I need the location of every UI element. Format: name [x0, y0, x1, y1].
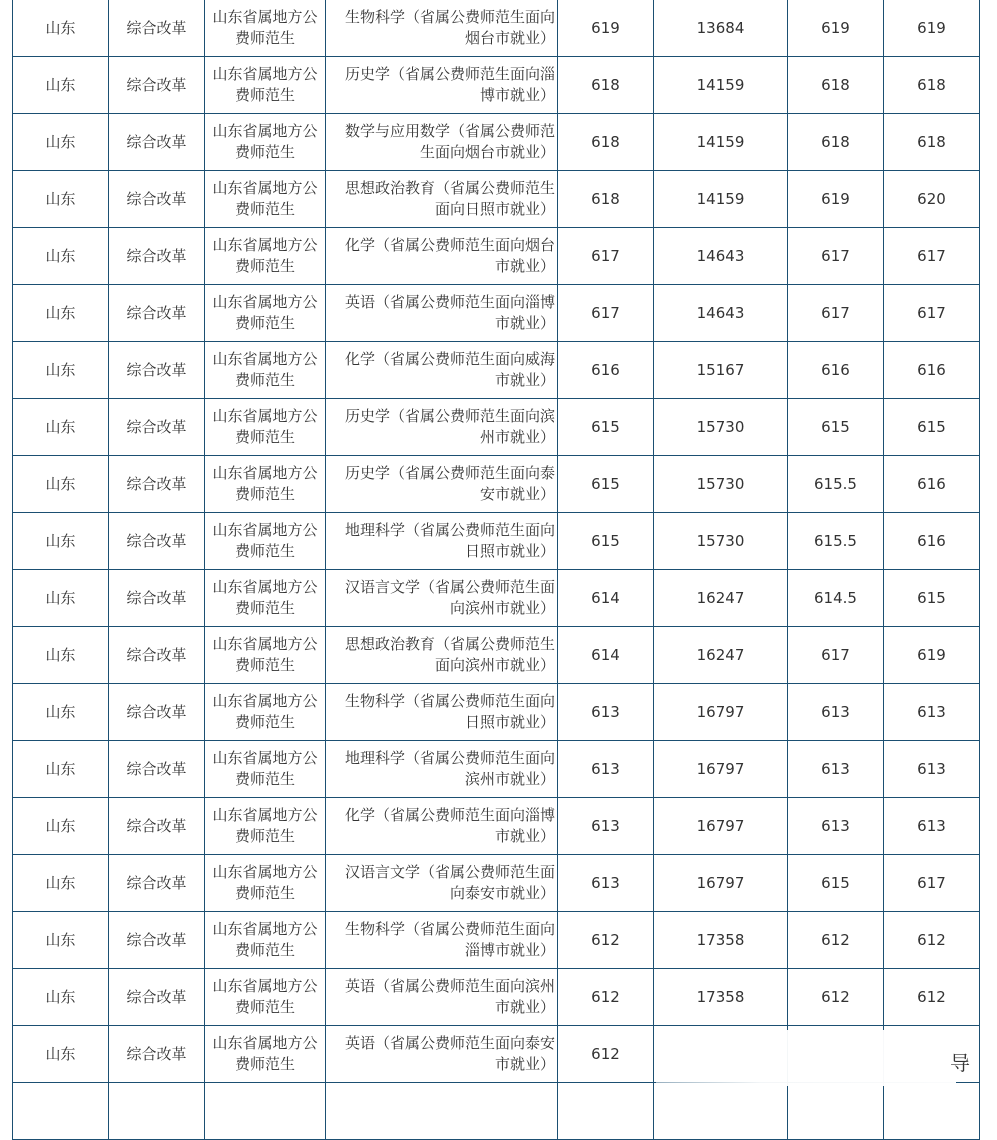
cell-province: 山东 — [13, 855, 109, 912]
cell-province: 山东 — [13, 342, 109, 399]
cell-min-score: 617 — [558, 228, 654, 285]
cell-max — [884, 1083, 980, 1140]
cell-major — [326, 855, 558, 912]
cell-province: 山东 — [13, 114, 109, 171]
cell-province: 山东 — [13, 912, 109, 969]
table-row — [13, 0, 980, 57]
cell-batch: 山东省属地方公费师范生 — [205, 684, 326, 741]
cell-major — [326, 171, 558, 228]
bottom-fade-overlay — [656, 1030, 956, 1086]
table-row — [13, 684, 980, 741]
cell-rank: 16797 — [654, 684, 788, 741]
cell-batch: 山东省属地方公费师范生 — [205, 399, 326, 456]
cell-rank: 14643 — [654, 285, 788, 342]
cell-type: 综合改革 — [109, 570, 205, 627]
cell-max: 619 — [884, 627, 980, 684]
major-text: 生物科学（省属公费师范生面向日照市就业） — [344, 692, 555, 731]
cell-batch: 山东省属地方公费师范生 — [205, 513, 326, 570]
table-row — [13, 399, 980, 456]
cell-max: 616 — [884, 342, 980, 399]
cell-rank: 16797 — [654, 855, 788, 912]
major-text: 历史学（省属公费师范生面向淄博市就业） — [344, 65, 555, 104]
cell-rank: 16247 — [654, 627, 788, 684]
cell-avg: 618 — [788, 57, 884, 114]
major-text: 化学（省属公费师范生面向淄博市就业） — [344, 806, 555, 845]
cell-max: 619 — [884, 0, 980, 57]
cell-max: 616 — [884, 456, 980, 513]
cell-rank: 16797 — [654, 741, 788, 798]
cell-max: 616 — [884, 513, 980, 570]
cell-type: 综合改革 — [109, 741, 205, 798]
cell-min-score: 612 — [558, 969, 654, 1026]
cell-rank: 15730 — [654, 456, 788, 513]
cell-rank: 14643 — [654, 228, 788, 285]
cell-major — [326, 456, 558, 513]
table-row — [13, 798, 980, 855]
cell-major — [326, 0, 558, 57]
cell-max: 618 — [884, 57, 980, 114]
cell-min-score: 618 — [558, 57, 654, 114]
cell-province: 山东 — [13, 570, 109, 627]
cell-avg: 615.5 — [788, 513, 884, 570]
cell-province: 山东 — [13, 741, 109, 798]
major-text: 历史学（省属公费师范生面向滨州市就业） — [344, 407, 555, 446]
cell-rank — [654, 1083, 788, 1140]
cell-max: 613 — [884, 684, 980, 741]
cell-rank: 13684 — [654, 0, 788, 57]
guide-nav-label[interactable]: 导 — [950, 1051, 970, 1075]
cell-batch: 山东省属地方公费师范生 — [205, 969, 326, 1026]
cell-province: 山东 — [13, 171, 109, 228]
cell-batch: 山东省属地方公费师范生 — [205, 342, 326, 399]
cell-rank: 16247 — [654, 570, 788, 627]
cell-max: 615 — [884, 570, 980, 627]
cell-major — [326, 1026, 558, 1083]
cell-rank: 14159 — [654, 114, 788, 171]
cell-max: 618 — [884, 114, 980, 171]
cell-type: 综合改革 — [109, 798, 205, 855]
cell-type: 综合改革 — [109, 513, 205, 570]
cell-avg: 615 — [788, 399, 884, 456]
cell-avg: 619 — [788, 0, 884, 57]
cell-type: 综合改革 — [109, 855, 205, 912]
cell-major — [326, 57, 558, 114]
cell-batch: 山东省属地方公费师范生 — [205, 171, 326, 228]
cell-batch: 山东省属地方公费师范生 — [205, 798, 326, 855]
cell-min-score: 614 — [558, 627, 654, 684]
cell-batch: 山东省属地方公费师范生 — [205, 57, 326, 114]
cell-avg: 613 — [788, 798, 884, 855]
cell-province: 山东 — [13, 513, 109, 570]
cell-province: 山东 — [13, 0, 109, 57]
cell-type: 综合改革 — [109, 342, 205, 399]
cell-min-score: 613 — [558, 684, 654, 741]
table-row — [13, 627, 980, 684]
cell-type: 综合改革 — [109, 627, 205, 684]
cell-major — [326, 342, 558, 399]
cell-type: 综合改革 — [109, 0, 205, 57]
cell-type: 综合改革 — [109, 171, 205, 228]
cell-major — [326, 228, 558, 285]
cell-type: 综合改革 — [109, 456, 205, 513]
cell-province: 山东 — [13, 798, 109, 855]
cell-avg: 614.5 — [788, 570, 884, 627]
major-text: 生物科学（省属公费师范生面向淄博市就业） — [344, 920, 555, 959]
cell-major — [326, 513, 558, 570]
cell-min-score: 618 — [558, 171, 654, 228]
cell-min-score: 615 — [558, 399, 654, 456]
cell-min-score: 613 — [558, 855, 654, 912]
major-text: 英语（省属公费师范生面向滨州市就业） — [344, 977, 555, 1016]
cell-batch: 山东省属地方公费师范生 — [205, 570, 326, 627]
cell-batch — [205, 1083, 326, 1140]
cell-avg: 613 — [788, 684, 884, 741]
cell-avg — [788, 1083, 884, 1140]
cell-province: 山东 — [13, 1026, 109, 1083]
cell-max: 617 — [884, 285, 980, 342]
cell-min-score: 615 — [558, 456, 654, 513]
cell-rank: 17358 — [654, 969, 788, 1026]
cell-major — [326, 684, 558, 741]
table-row — [13, 912, 980, 969]
table-row — [13, 114, 980, 171]
major-text: 地理科学（省属公费师范生面向日照市就业） — [344, 521, 555, 560]
table-row — [13, 741, 980, 798]
cell-batch: 山东省属地方公费师范生 — [205, 285, 326, 342]
cell-max: 613 — [884, 741, 980, 798]
major-text: 思想政治教育（省属公费师范生面向滨州市就业） — [344, 635, 555, 674]
cell-rank: 15730 — [654, 399, 788, 456]
table-row — [13, 228, 980, 285]
cell-rank: 16797 — [654, 798, 788, 855]
cell-min-score: 613 — [558, 798, 654, 855]
major-text: 思想政治教育（省属公费师范生面向日照市就业） — [344, 179, 555, 218]
table-body — [13, 0, 980, 1140]
cell-major — [326, 912, 558, 969]
cell-rank: 15730 — [654, 513, 788, 570]
table-row — [13, 342, 980, 399]
cell-province: 山东 — [13, 969, 109, 1026]
cell-province: 山东 — [13, 627, 109, 684]
cell-avg: 615 — [788, 855, 884, 912]
cell-type — [109, 1083, 205, 1140]
cell-max: 613 — [884, 798, 980, 855]
cell-type: 综合改革 — [109, 285, 205, 342]
cell-type: 综合改革 — [109, 399, 205, 456]
cell-batch: 山东省属地方公费师范生 — [205, 1026, 326, 1083]
cell-avg: 618 — [788, 114, 884, 171]
cell-batch: 山东省属地方公费师范生 — [205, 627, 326, 684]
cell-avg: 615.5 — [788, 456, 884, 513]
major-text: 英语（省属公费师范生面向淄博市就业） — [344, 293, 555, 332]
cell-avg: 617 — [788, 228, 884, 285]
cell-major — [326, 798, 558, 855]
cell-min-score: 613 — [558, 741, 654, 798]
cell-type: 综合改革 — [109, 114, 205, 171]
table-row — [13, 1083, 980, 1140]
major-text: 汉语言文学（省属公费师范生面向泰安市就业） — [344, 863, 555, 902]
cell-max: 612 — [884, 912, 980, 969]
cell-batch: 山东省属地方公费师范生 — [205, 912, 326, 969]
cell-type: 综合改革 — [109, 1026, 205, 1083]
cell-avg: 617 — [788, 627, 884, 684]
cell-max: 620 — [884, 171, 980, 228]
cell-province: 山东 — [13, 456, 109, 513]
cell-min-score: 614 — [558, 570, 654, 627]
cell-min-score — [558, 1083, 654, 1140]
table-row — [13, 969, 980, 1026]
cell-batch: 山东省属地方公费师范生 — [205, 0, 326, 57]
cell-min-score: 618 — [558, 114, 654, 171]
cell-min-score: 617 — [558, 285, 654, 342]
major-text: 化学（省属公费师范生面向烟台市就业） — [344, 236, 555, 275]
table-row — [13, 57, 980, 114]
cell-batch: 山东省属地方公费师范生 — [205, 114, 326, 171]
cell-min-score: 616 — [558, 342, 654, 399]
major-text: 汉语言文学（省属公费师范生面向滨州市就业） — [344, 578, 555, 617]
cell-rank: 17358 — [654, 912, 788, 969]
table-row — [13, 285, 980, 342]
cell-max: 617 — [884, 855, 980, 912]
cell-batch: 山东省属地方公费师范生 — [205, 228, 326, 285]
cell-major — [326, 1083, 558, 1140]
cell-major — [326, 399, 558, 456]
cell-avg: 617 — [788, 285, 884, 342]
cell-avg: 616 — [788, 342, 884, 399]
cell-major — [326, 627, 558, 684]
admission-score-table — [12, 0, 980, 1140]
cell-province: 山东 — [13, 684, 109, 741]
cell-rank: 15167 — [654, 342, 788, 399]
cell-province: 山东 — [13, 57, 109, 114]
cell-avg: 612 — [788, 969, 884, 1026]
cell-major — [326, 969, 558, 1026]
cell-min-score: 619 — [558, 0, 654, 57]
cell-avg: 612 — [788, 912, 884, 969]
major-text: 化学（省属公费师范生面向威海市就业） — [344, 350, 555, 389]
cell-province: 山东 — [13, 228, 109, 285]
cell-type: 综合改革 — [109, 969, 205, 1026]
cell-major — [326, 570, 558, 627]
cell-max: 615 — [884, 399, 980, 456]
cell-major — [326, 741, 558, 798]
table-row — [13, 513, 980, 570]
table-row — [13, 456, 980, 513]
cell-type: 综合改革 — [109, 684, 205, 741]
cell-type: 综合改革 — [109, 57, 205, 114]
cell-province — [13, 1083, 109, 1140]
cell-min-score: 612 — [558, 1026, 654, 1083]
cell-rank: 14159 — [654, 171, 788, 228]
table-row — [13, 855, 980, 912]
cell-min-score: 615 — [558, 513, 654, 570]
major-text: 生物科学（省属公费师范生面向烟台市就业） — [344, 8, 555, 47]
major-text: 历史学（省属公费师范生面向泰安市就业） — [344, 464, 555, 503]
major-text: 英语（省属公费师范生面向泰安市就业） — [344, 1034, 555, 1073]
cell-max: 617 — [884, 228, 980, 285]
major-text: 数学与应用数学（省属公费师范生面向烟台市就业） — [344, 122, 555, 161]
table-row — [13, 570, 980, 627]
cell-province: 山东 — [13, 399, 109, 456]
table-row — [13, 171, 980, 228]
cell-type: 综合改革 — [109, 912, 205, 969]
cell-batch: 山东省属地方公费师范生 — [205, 741, 326, 798]
major-text: 地理科学（省属公费师范生面向滨州市就业） — [344, 749, 555, 788]
cell-batch: 山东省属地方公费师范生 — [205, 855, 326, 912]
cell-rank: 14159 — [654, 57, 788, 114]
cell-province: 山东 — [13, 285, 109, 342]
cell-min-score: 612 — [558, 912, 654, 969]
cell-type: 综合改革 — [109, 228, 205, 285]
cell-major — [326, 114, 558, 171]
cell-major — [326, 285, 558, 342]
cell-avg: 613 — [788, 741, 884, 798]
cell-max: 612 — [884, 969, 980, 1026]
cell-avg: 619 — [788, 171, 884, 228]
cell-batch: 山东省属地方公费师范生 — [205, 456, 326, 513]
